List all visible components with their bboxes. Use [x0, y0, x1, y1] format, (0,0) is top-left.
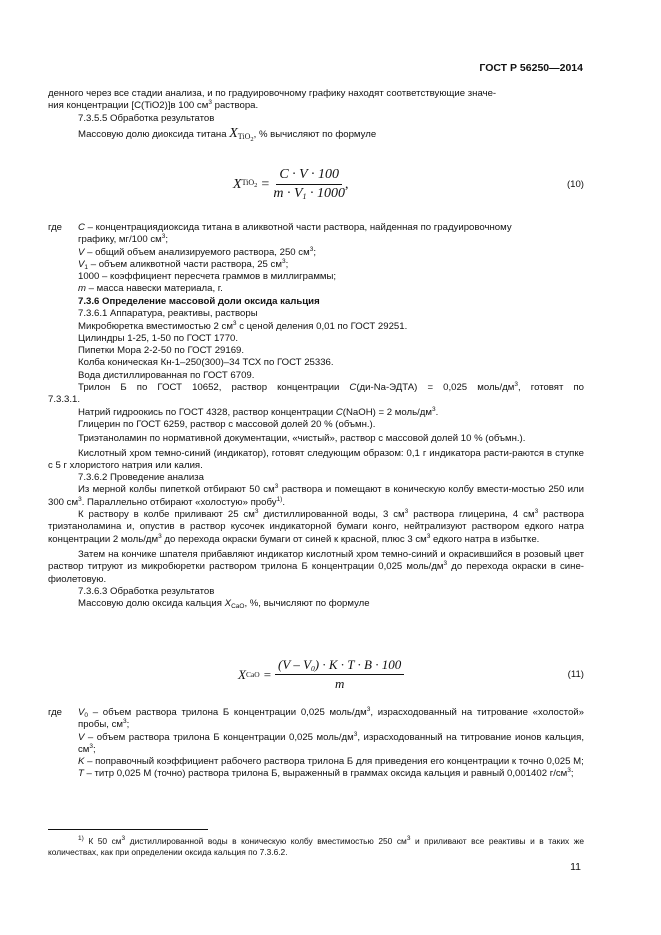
procedure-paragraph-1: Из мерной колбы пипеткой отбирают 50 $см^3$ раствора и помещают в коническую колбу вмести-мостью 250 или 300 $см^3$. Параллельно отбирают «холостую» пробу$^{1)}$. — [48, 483, 584, 508]
continuation-line-2: ния концентрации [C(TiO2)]в 100 $см^3$ раствора. — [48, 99, 259, 112]
reagent-pipettes: Пипетки Мора 2-2-50 по ГОСТ 29169. — [78, 345, 245, 357]
formula-10-fraction: $\frac{C \cdot V \cdot 100}{m \cdot V_1 \cdot 1000}$ — [273, 167, 345, 201]
section-heading-7355: 7.3.5.5 Обработка результатов — [78, 112, 215, 124]
where-item-m: m – масса навески материала, г. — [78, 283, 223, 295]
formula-10-number: (10) — [566, 179, 584, 190]
footnote-separator — [48, 829, 208, 830]
procedure-paragraph-3: Затем на кончике шпателя прибавляют индикатор кислотный хром темно-синий и окрасившийся в розовый цвет раствор титруют из микробюретки раствором трилона Б концентрации 0,025 моль/$дм^3$ до перехода окраски в сине-фиолетовую. — [48, 548, 584, 585]
calcium-oxide-section — [48, 296, 584, 610]
reagent-trilon-cont: 7.3.3.1. — [48, 394, 81, 406]
reagent-microburette: Микробюретка вместимостью 2 $см^3$ с ценой деления 0,01 по ГОСТ 29251. — [78, 319, 408, 332]
where-item-t: T – титр 0,025 М (точно) раствора трилона Б, выраженный в граммах оксида кальция и равный 0,001402 $г/см^3$; — [78, 767, 574, 780]
where-item-v-titr: V – объем раствора трилона Б концентрации 0,025 моль/$дм^3$, израсходованный на титрование ионов кальция, $см^3$; — [78, 730, 585, 755]
formula-10: X TiO$_2$ = $\frac{C \cdot V \cdot 100}{m \cdot V_1 \cdot 1000}$ , (10) — [233, 167, 584, 201]
formula-11-number: (11) — [567, 669, 584, 680]
procedure-paragraph-2: К раствору в колбе приливают 25 $см^3$ дистиллированной воды, 3 $см^3$ раствора глицерина, 4 $см^3$ раствора триэтаноламина и, опустив в раствор кусочек индикаторной бумаги конго, нейтрализуют раствором едкого натра концентрации 2 моль/$дм^3$ до перехода окраски бумаги от синей к красной, плюс 3 $см^3$ едкого натра в избытке. — [48, 508, 584, 545]
reagent-trilon: Трилон Б по ГОСТ 10652, раствор концентрации C(ди-Na-ЭДТА) = 0,025 моль/$дм^3$, готовят по — [78, 381, 584, 394]
mass-fraction-intro: Массовую долю диоксида титана $X_{TiO_2}$, % вычисляют по формуле — [78, 125, 377, 143]
footnote-ref: 1) — [276, 495, 283, 503]
cao-mass-fraction-intro: Массовую долю оксида кальция $X_{CaO}$, %, вычисляют по формуле — [78, 598, 370, 611]
where-item-c-cont: графику, мг/100 $см^3$; — [78, 233, 169, 246]
footnote: $^{1)}$ К 50 $см^3$ дистиллированной воды в коническую колбу вместимостью 250 $см^3$ и приливают все реактивы и в таких же количествах, как при определении оксида кальция по 7.3.6.2. — [48, 835, 585, 857]
where-item-k: K – поправочный коэффициент рабочего раствора трилона Б для приведения его концентрации к точно 0,025 М; — [78, 756, 584, 768]
where-item-v: V – общий объем анализируемого раствора, 250 $см^3$; — [78, 245, 316, 258]
reagent-naoh: Натрий гидроокись по ГОСТ 4328, раствор концентрации C(NaOH) = 2 моль/$дм^3$. — [78, 405, 439, 418]
where-list-2 — [48, 707, 584, 781]
where-list-1 — [48, 222, 584, 296]
page-number: 11 — [570, 861, 581, 873]
formula-11: X CaO = $\frac{(V - V_0) \cdot K \cdot T \cdot B \cdot 100}{m}$ (11) — [238, 657, 584, 691]
intro-block — [48, 88, 584, 141]
continuation-line: денного через все стадии анализа, и по градуировочному графику находят соответствующие значе- — [48, 88, 497, 99]
where-item-c: C – концентрациядиоксида титана в аликвотной части раствора, найденная по градуировочному — [78, 222, 512, 233]
where-item-v1: $V_1$ – объем аликвотной части раствора, 25 $см^3$; — [78, 257, 289, 271]
where-label-2: где — [48, 707, 63, 718]
formula-11-fraction: $\frac{(V - V_0) \cdot K \cdot T \cdot B \cdot 100}{m}$ — [275, 657, 404, 692]
section-heading-736: 7.3.6 Определение массовой доли оксида кальция — [78, 296, 320, 307]
reagent-indicator: Кислотный хром темно-синий (индикатор), готовят следующим образом: 0,1 г индикатора расти-раются в ступке с 5 г хлористого натрия или калия. — [48, 447, 584, 471]
where-item-v0: $V_0$ – объем раствора трилона Б концентрации 0,025 моль/$дм^3$, израсходованный на титрование «холостой» пробы, $см^3$; — [78, 706, 584, 731]
reagent-flask: Колба коническая Кн-1–250(300)–34 ТСХ по ГОСТ 25336. — [78, 357, 334, 369]
reagent-glycerin: Глицерин по ГОСТ 6259, раствор с массовой долей 20 % (объмн.). — [78, 418, 376, 430]
document-id-header: ГОСТ Р 56250—2014 — [479, 62, 583, 74]
section-heading-7361: 7.3.6.1 Аппаратура, реактивы, растворы — [78, 308, 258, 320]
section-heading-7363: 7.3.6.3 Обработка результатов — [78, 585, 215, 597]
section-heading-7362: 7.3.6.2 Проведение анализа — [78, 472, 204, 484]
footnote-mark: 1) — [78, 835, 84, 842]
where-item-1000: 1000 – коэффициент пересчета граммов в миллиграммы; — [78, 271, 337, 283]
reagent-triethanolamine: Триэтаноламин по нормативной документации, «чистый», раствор с массовой долей 10 % (объмн.). — [78, 433, 526, 445]
reagent-water: Вода дистиллированная по ГОСТ 6709. — [78, 369, 255, 381]
reagent-cylinders: Цилиндры 1-25, 1-50 по ГОСТ 1770. — [78, 332, 239, 344]
where-label: где — [48, 222, 63, 233]
